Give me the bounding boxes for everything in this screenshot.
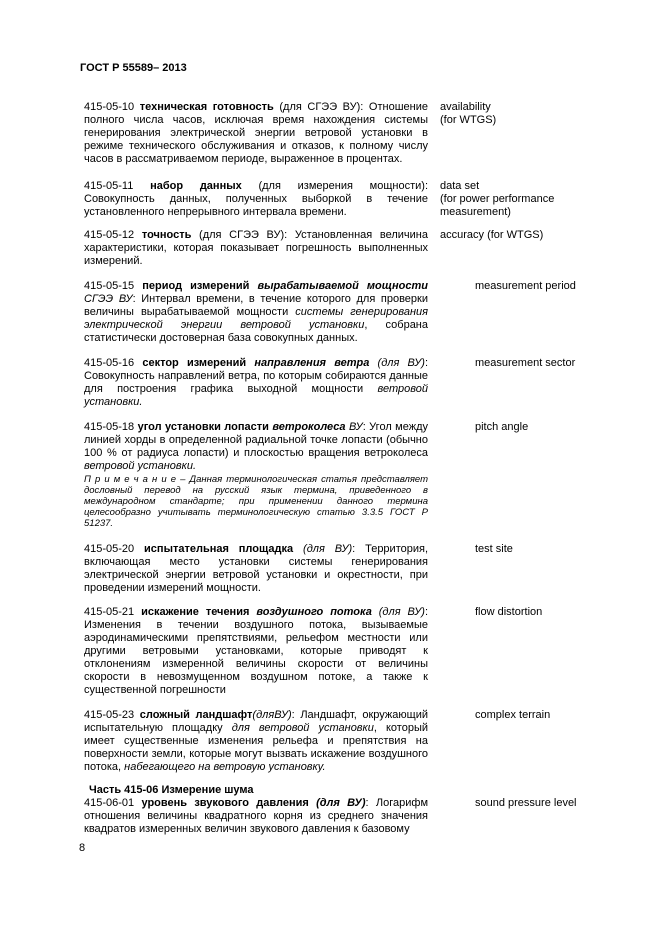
- term-definition: (для СГЭЭ ВУ): Установленная величина характеристики, которая показывает погрешность выполненных измерений.: [84, 229, 428, 267]
- term-name: сложный ландшафт: [139, 709, 253, 721]
- term-entry: 415-06-01 уровень звукового давления (для ВУ): Логарифм отношения величины квадратного корня из среднего значения квадратов измеренных величин звукового давления к базовому: [84, 797, 429, 835]
- term-name-qualifier: вырабатываемой мощности: [257, 280, 429, 292]
- term-number: 415-05-10: [84, 101, 135, 113]
- term-number: 415-05-12: [84, 229, 135, 241]
- term-name-qualifier: ветроколеса: [272, 421, 346, 433]
- term-name: испытательная площадка: [144, 543, 294, 555]
- term-name: сектор измерений: [142, 357, 247, 369]
- term-name: точность: [141, 229, 192, 241]
- term-entry: [84, 180, 428, 219]
- term-entry: 415-05-23 сложный ландшафт(дляВУ): Ландшафт, окружающий испытательную площадку для ветровой установки, который имеет существенные изменения рельефа и препятствия на поверхности земли, которые могут вызвать искажение воздушного потока, набегающего на ветровую установку.: [84, 709, 428, 773]
- term-entry: 415-05-15 период измерений вырабатываемой мощности СГЭЭ ВУ: Интервал времени, в течение которого для проверки величины вырабатываемой мощности системы генерирования электрической энергии ветровой установки, собрана статистически достоверная база совокупных данных.: [84, 280, 429, 344]
- term-definition: (для измерения мощности): Совокупность данных, полученных выборкой в течение установленного непрерывного интервала времени.: [84, 180, 429, 218]
- term-english: accuracy (for WTGS): [440, 229, 544, 241]
- term-name: искажение течения: [141, 606, 250, 618]
- term-english: complex terrain: [475, 709, 551, 721]
- term-english: pitch angle: [475, 421, 529, 433]
- term-english: test site: [475, 543, 513, 555]
- term-name: техническая готовность: [139, 101, 274, 113]
- term-number: 415-05-18: [84, 421, 135, 433]
- term-number: 415-05-23: [84, 709, 135, 721]
- term-definition: : Территория, включающая место установки системы генерирования электрической энергии ветровой установки и окрестности, при проведении измерений мощности.: [84, 543, 428, 594]
- term-english: flow distortion: [475, 606, 543, 618]
- term-entry: [84, 229, 428, 268]
- term-entry: 415-05-18 угол установки лопасти ветроколеса ВУ: Угол между линией хорды в определенной радиальной точке лопасти (обычно 100 % от радиуса лопасти) и плоскостью вращения ветроколеса ветровой установки. П р и м е ч а н и е – Данная терминологическая статья представляет дословный перевод на русский язык термина, приведенного в международном стандарте; при применении данного термина целесообразно учитывать терминологическую статью 3.3.5 ГОСТ Р 51237.: [84, 421, 429, 529]
- term-entry: 415-05-16 сектор измерений направления ветра (для ВУ): Совокупность направлений ветра, по которым собираются данные для построения графика выходной мощности ветровой установки.: [84, 357, 429, 408]
- section-heading: Часть 415-06 Измерение шума: [89, 784, 254, 796]
- term-number: 415-05-21: [84, 606, 135, 618]
- term-name: уровень звукового давления: [141, 797, 309, 809]
- term-number: 415-06-01: [84, 797, 135, 809]
- term-number: 415-05-20: [84, 543, 135, 555]
- term-definition: : Логарифм отношения величины квадратного корня из среднего значения квадратов измеренных величин звукового давления к базовому: [84, 797, 429, 835]
- term-number: 415-05-11: [84, 180, 134, 192]
- term-english: measurement sector: [475, 357, 576, 369]
- term-english: data set (for power performance measurement): [440, 180, 555, 218]
- term-name: набор данных: [150, 180, 242, 192]
- term-definition: : Угол между линией хорды в определенной радиальной точке лопасти (обычно 100 % от радиуса лопасти) и плоскостью вращения ветроколеса: [84, 421, 429, 459]
- term-number: 415-05-16: [84, 357, 135, 369]
- term-name-qualifier: направления ветра: [254, 357, 370, 369]
- term-definition: : Совокупность направлений ветра, по которым собираются данные для построения графика выходной мощности: [84, 357, 429, 395]
- term-name: угол установки лопасти: [137, 421, 269, 433]
- term-definition: : Интервал времени, в течение которого для проверки величины вырабатываемой мощности: [84, 293, 429, 318]
- term-english: sound pressure level: [475, 797, 577, 809]
- document-header: ГОСТ Р 55589– 2013: [80, 62, 187, 74]
- term-entry: 415-05-20 испытательная площадка (для ВУ): Территория, включающая место установки системы генерирования электрической энергии ветровой установки и окрестности, при проведении измерений мощности.: [84, 543, 428, 594]
- term-english: availability (for WTGS): [440, 101, 497, 126]
- term-number: 415-05-15: [84, 280, 135, 292]
- term-english: measurement period: [475, 280, 576, 292]
- term-entry: [84, 101, 428, 166]
- term-definition: : Ландшафт, окружающий испытательную площадку: [84, 709, 428, 734]
- term-entry: 415-05-21 искажение течения воздушного потока (для ВУ): Изменения в течении воздушного потока, вызываемые аэродинамическими препятствиями, рельефом местности или другими ветровыми установками, которые приводят к отклонениям измеренной величины скорости от величины скорости в невозмущенном воздушном потоке, а также к существенной погрешности: [84, 606, 428, 696]
- term-definition: (для СГЭЭ ВУ): Отношение полного числа часов, исключая время нахождения системы генерирования электрической энергии ветровой установки в режиме технического обслуживания и отказов, к полному числу часов в рассматриваемом периоде, выраженное в процентах.: [84, 101, 428, 165]
- term-definition: : Изменения в течении воздушного потока, вызываемые аэродинамическими препятствиями, рельефом местности или другими ветровыми установками, которые приводят к отклонениям измеренной величины скорости от величины скорости в невозмущенном воздушном потоке, а также к существенной погрешности: [84, 606, 428, 696]
- page-number: 8: [79, 842, 86, 854]
- term-note: П р и м е ч а н и е – Данная терминологическая статья представляет дословный перевод на русский язык термина, приведенного в международном стандарте; при применении данного термина целесообразно учитывать терминологическую статью 3.3.5 ГОСТ Р 51237.: [84, 474, 429, 529]
- term-name: период измерений: [142, 280, 250, 292]
- term-name-qualifier: воздушного потока: [256, 606, 372, 618]
